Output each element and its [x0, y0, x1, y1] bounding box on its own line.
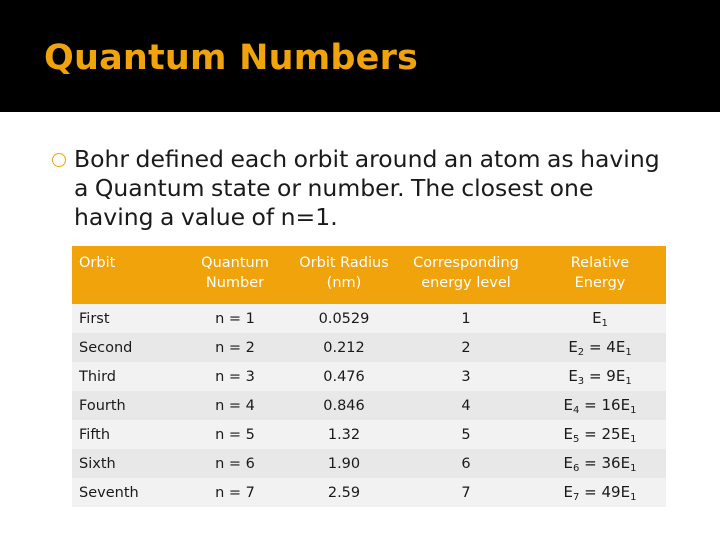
- cell-relative-energy: [534, 304, 666, 333]
- slide-title: Quantum Numbers: [44, 38, 419, 78]
- header-relative-energy: [534, 246, 666, 304]
- energy-lhs-sub: 5: [573, 433, 580, 445]
- energy-rhs: = 25E: [579, 424, 631, 443]
- cell-orbit: Seventh: [72, 478, 180, 507]
- title-bar: [0, 0, 720, 112]
- energy-rhs: = 4E: [584, 337, 626, 356]
- energy-lhs: E: [568, 337, 578, 356]
- cell-quantum-number: n = 5: [180, 420, 290, 449]
- energy-lhs-sub: 1: [601, 317, 608, 329]
- cell-relative-energy: [534, 362, 666, 391]
- table-row: [72, 449, 666, 478]
- energy-rhs-sub: 1: [630, 404, 637, 416]
- cell-energy-level: 4: [398, 391, 534, 420]
- cell-orbit: Fifth: [72, 420, 180, 449]
- energy-rhs: = 36E: [579, 453, 631, 472]
- energy-lhs: E: [563, 453, 574, 472]
- table-row: [72, 333, 666, 362]
- table-row: [72, 478, 666, 507]
- cell-energy-level: 1: [398, 304, 534, 333]
- cell-energy-level: 2: [398, 333, 534, 362]
- cell-energy-level: 7: [398, 478, 534, 507]
- cell-radius: 0.846: [290, 391, 398, 420]
- table-row: [72, 420, 666, 449]
- header-energy-level: [398, 246, 534, 304]
- cell-quantum-number: n = 7: [180, 478, 290, 507]
- cell-relative-energy: [534, 391, 666, 420]
- table-row: [72, 304, 666, 333]
- cell-radius: 0.476: [290, 362, 398, 391]
- cell-quantum-number: n = 6: [180, 449, 290, 478]
- energy-rhs-sub: 1: [625, 375, 632, 387]
- header-quantum-number: [180, 246, 290, 304]
- energy-rhs-sub: 1: [630, 491, 637, 503]
- orbit-table: [72, 246, 666, 507]
- table-header-row: [72, 246, 666, 304]
- cell-energy-level: 6: [398, 449, 534, 478]
- energy-rhs: = 49E: [579, 482, 631, 501]
- energy-lhs: E: [563, 482, 574, 501]
- header-quantum-line1: Quantum: [201, 255, 269, 271]
- cell-quantum-number: n = 3: [180, 362, 290, 391]
- table-row: [72, 362, 666, 391]
- cell-orbit: Third: [72, 362, 180, 391]
- cell-energy-level: 5: [398, 420, 534, 449]
- energy-rhs: = 16E: [579, 395, 631, 414]
- header-radius-line1: Orbit Radius: [299, 255, 389, 271]
- cell-orbit: Sixth: [72, 449, 180, 478]
- bullet-text: Bohr defined each orbit around an atom as having a Quantum state or number. The closest one having a value of n=1.: [74, 145, 660, 231]
- header-relative-line2: Energy: [574, 275, 626, 291]
- header-orbit-radius: [290, 246, 398, 304]
- cell-relative-energy: [534, 478, 666, 507]
- header-orbit-label: Orbit: [79, 255, 116, 271]
- table-row: [72, 391, 666, 420]
- cell-quantum-number: n = 2: [180, 333, 290, 362]
- cell-radius: 1.32: [290, 420, 398, 449]
- cell-radius: 2.59: [290, 478, 398, 507]
- cell-relative-energy: [534, 420, 666, 449]
- header-orbit: [72, 246, 180, 304]
- energy-lhs-sub: 3: [577, 375, 585, 387]
- energy-lhs-sub: 2: [577, 346, 585, 358]
- energy-rhs-sub: 1: [630, 462, 637, 474]
- cell-quantum-number: n = 1: [180, 304, 290, 333]
- energy-lhs: E: [592, 308, 602, 327]
- header-radius-line2: (nm): [326, 275, 362, 291]
- cell-relative-energy: [534, 449, 666, 478]
- energy-lhs-sub: 4: [573, 404, 580, 416]
- cell-relative-energy: [534, 333, 666, 362]
- cell-energy-level: 3: [398, 362, 534, 391]
- energy-lhs: E: [568, 366, 578, 385]
- header-quantum-line2: Number: [205, 275, 265, 291]
- energy-rhs: = 9E: [584, 366, 626, 385]
- energy-lhs: E: [563, 424, 574, 443]
- cell-radius: 0.212: [290, 333, 398, 362]
- header-relative-line1: Relative: [570, 255, 630, 271]
- energy-lhs-sub: 6: [573, 462, 580, 474]
- cell-radius: 0.0529: [290, 304, 398, 333]
- header-energy-line1: Corresponding: [413, 255, 519, 271]
- circle-bullet-icon: [52, 153, 66, 167]
- cell-orbit: Second: [72, 333, 180, 362]
- cell-orbit: First: [72, 304, 180, 333]
- energy-rhs-sub: 1: [630, 433, 637, 445]
- energy-lhs-sub: 7: [573, 491, 580, 503]
- energy-lhs: E: [563, 395, 574, 414]
- cell-radius: 1.90: [290, 449, 398, 478]
- cell-orbit: Fourth: [72, 391, 180, 420]
- header-energy-line2: energy level: [421, 275, 511, 291]
- energy-rhs-sub: 1: [625, 346, 632, 358]
- cell-quantum-number: n = 4: [180, 391, 290, 420]
